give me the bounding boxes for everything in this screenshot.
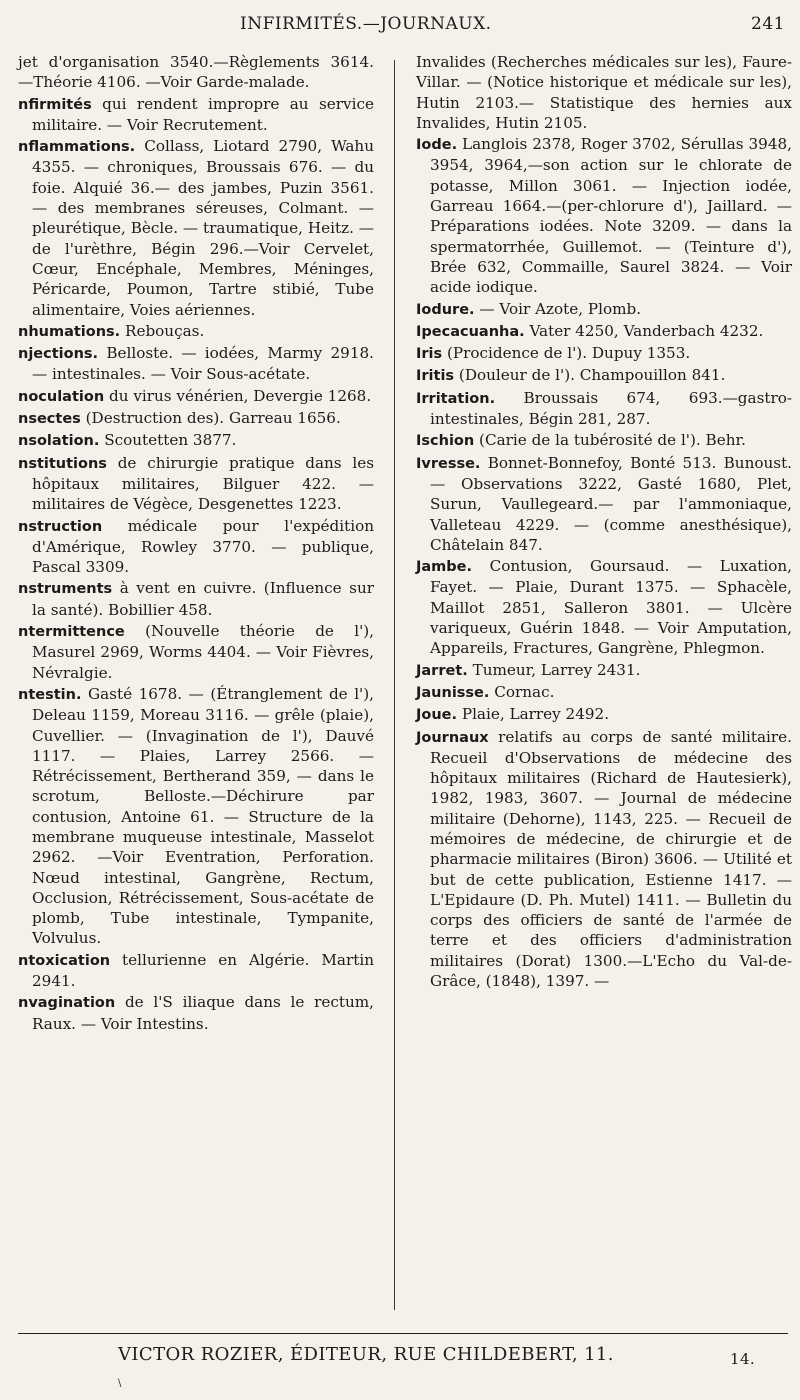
entry-term: Iritis xyxy=(416,368,455,385)
entry-term: nflammations. xyxy=(18,139,136,156)
footer xyxy=(18,1333,788,1389)
entry-text: Vater 4250, Vanderbach 4232. xyxy=(524,321,764,340)
entry-text: du virus vénérien, Devergie 1268. xyxy=(104,386,372,405)
entry-text: Contusion, Goursaud. — Luxation, Fayet. — Plaie, Durant 1375. — Sphacèle, Maillot 2851, Salleron 3801. — Ulcère variqueux, Guérin 1848. — Voir Amputation, Appareils, Fractures, Gangrène, Phlegmon. xyxy=(430,557,792,658)
right-column xyxy=(416,52,792,992)
page-number: 241 xyxy=(751,14,785,34)
index-entry xyxy=(18,992,374,1034)
index-entry xyxy=(18,430,374,451)
entry-term: Jarret. xyxy=(416,662,468,679)
entry-term: nsolation. xyxy=(18,433,100,450)
entry-term: Irritation. xyxy=(416,390,496,407)
index-entry xyxy=(416,682,792,703)
left-column xyxy=(18,52,374,1035)
column-divider xyxy=(394,60,395,1310)
entry-text: Scoutetten 3877. xyxy=(99,431,237,450)
entry-text: qui rendent impropre au service militaire. — Voir Recrutement. xyxy=(32,94,374,134)
entry-term: Jambe. xyxy=(416,559,473,576)
entry-text: Langlois 2378, Roger 3702, Sérullas 3948, 3954, 3964,—son action sur le chlorate de potasse, Millon 3061. — Injection iodée, Garreau 1664.—(per-chlorure d'), Jaillard. — Préparations iodées. Note 3209. — dans la spermatorrhée, Guillemot. — (Teinture d'), Brée 632, Commaille, Saurel 3824. — Voir acide iodique. xyxy=(430,135,792,297)
publisher-imprint: VICTOR ROZIER, ÉDITEUR, RUE CHILDEBERT, 11. xyxy=(118,1344,614,1365)
entry-text: (Destruction des). Garreau 1656. xyxy=(80,409,341,428)
index-entry xyxy=(416,430,792,451)
entry-text: Rebouças. xyxy=(120,321,205,340)
index-entry xyxy=(416,52,792,133)
entry-term: Journaux xyxy=(416,729,489,746)
index-entry xyxy=(18,453,374,515)
index-entry xyxy=(18,321,374,342)
index-entry xyxy=(18,684,374,949)
entry-text: Collass, Liotard 2790, Wahu 4355. — chroniques, Broussais 676. — du foie. Alquié 36.— des jambes, Puzin 3561. — des membranes séreuses, Colmant. — pleurétique, Bècle. — traumatique, Heitz. — de l'urèthre, Bégin 296.—Voir Cervelet, Cœur, Encéphale, Membres, Méninges, Péricarde, Poumon, Tartre stibié, Tube alimentaire, Voies aériennes. xyxy=(32,137,374,319)
entry-text: (Procidence de l'). Dupuy 1353. xyxy=(442,344,691,363)
entry-term: Ivresse. xyxy=(416,455,481,472)
entry-term: ntestin. xyxy=(18,686,82,703)
entry-term: Joue. xyxy=(416,707,458,724)
entry-term: Ipecacuanha. xyxy=(416,323,525,340)
entry-term: Ischion xyxy=(416,433,475,450)
entry-text: de chirurgie pratique dans les hôpitaux militaires, Bilguer 422. — militaires de Végèce, Desgenettes 1223. xyxy=(32,453,374,514)
entry-text: médicale pour l'expédition d'Amérique, Rowley 3770. — publique, Pascal 3309. xyxy=(32,516,374,577)
index-entry xyxy=(18,94,374,136)
entry-text: Belloste. — iodées, Marmy 2918. — intestinales. — Voir Sous-acétate. xyxy=(32,344,374,384)
entry-text: de l'S iliaque dans le rectum, Raux. — Voir Intestins. xyxy=(32,993,374,1033)
entry-term: noculation xyxy=(18,388,105,405)
index-entry xyxy=(18,621,374,683)
entry-term: nvagination xyxy=(18,995,116,1012)
entry-text: Broussais 674, 693.—gastro-intestinales, Bégin 281, 287. xyxy=(430,388,792,429)
entry-text: (Nouvelle théorie de l'), Masurel 2969, Worms 4404. — Voir Fièvres, Névralgie. xyxy=(32,622,374,682)
entry-term: Iodure. xyxy=(416,301,475,318)
entry-text: — Voir Azote, Plomb. xyxy=(474,299,642,318)
entry-term: nsectes xyxy=(18,411,81,428)
entry-text: à vent en cuivre. (Influence sur la santé). Bobillier 458. xyxy=(32,579,374,619)
entry-term: nhumations. xyxy=(18,323,121,340)
entry-text: (Douleur de l'). Champouillon 841. xyxy=(454,366,726,385)
index-entry xyxy=(18,52,374,93)
entry-text: (Carie de la tubérosité de l'). Behr. xyxy=(474,431,746,450)
index-entry xyxy=(18,578,374,620)
index-entry xyxy=(416,556,792,658)
entry-text: Bonnet-Bonnefoy, Bonté 513. Bunoust. — Observations 3222, Gasté 1680, Plet, Surun, Vaullegeard.— par l'ammoniaque, Valleteau 4229. — (comme anesthésique), Châtelain 847. xyxy=(430,453,792,554)
entry-text: relatifs au corps de santé militaire. Recueil d'Observations de médecine des hôpitaux militaires (Richard de Hautesierk), 1982, 1983, 3607. — Journal de médecine militaire (Dehorne), 1143, 225. — Recueil de mémoires de médecine, de chirurgie et de pharmacie militaires (Biron) 3606. — Utilité et but de cette publication, Estienne 1417. — L'Epidaure (D. Ph. Mutel) 1411. — Bulletin du corps des officiers de santé de l'armée de terre et des officiers d'administration militaires (Dorat) 1300.—L'Echo du Val-de-Grâce, (1848), 1397. — xyxy=(430,727,792,991)
entry-term: nstruction xyxy=(18,518,103,535)
entry-text: Gasté 1678. — (Étranglement de l'), Deleau 1159, Moreau 3116. — grêle (plaie), Cuvellier. — (Invagination de l'), Dauvé 1117. — Plaies, Larrey 2566. — Rétrécissement, Bertherand 359, — dans le scrotum, Belloste.—Déchirure par contusion, Antoine 61. — Structure de la membrane muqueuse intestinale, Masselot 2962. —Voir Eventration, Perforation. Nœud intestinal, Gangrène, Rectum, Occlusion, Rétrécissement, Sous-acétate de plomb, Tube intestinale, Tympanite, Volvulus. xyxy=(32,684,374,948)
entry-text: Cornac. xyxy=(489,682,555,701)
entry-term: ntoxication xyxy=(18,952,111,969)
entry-term: ntermittence xyxy=(18,624,125,641)
index-entry xyxy=(18,386,374,407)
index-entry xyxy=(416,134,792,297)
index-entry xyxy=(18,343,374,385)
entry-term: nstitutions xyxy=(18,455,107,472)
index-entry xyxy=(416,388,792,430)
index-entry xyxy=(416,453,792,555)
print-mark: \ xyxy=(118,1378,122,1389)
entry-term: Jaunisse. xyxy=(416,684,490,701)
index-entry xyxy=(18,136,374,320)
index-entry xyxy=(416,343,792,364)
index-entry xyxy=(416,660,792,681)
entry-text: Invalides (Recherches médicales sur les), Faure-Villar. — (Notice historique et médicale sur les), Hutin 2103.— Statistique des hernies aux Invalides, Hutin 2105. xyxy=(416,53,792,132)
entry-text: Plaie, Larrey 2492. xyxy=(457,705,610,724)
index-entry xyxy=(416,299,792,320)
entry-term: njections. xyxy=(18,346,99,363)
entry-term: Iris xyxy=(416,346,443,363)
entry-text: jet d'organisation 3540.—Règlements 3614. —Théorie 4106. —Voir Garde-malade. xyxy=(18,53,374,92)
sheet-signature: 14. xyxy=(730,1350,756,1368)
entry-text: tellurienne en Algérie. Martin 2941. xyxy=(32,950,374,991)
index-entry xyxy=(18,408,374,429)
index-entry xyxy=(416,704,792,725)
running-header xyxy=(240,14,785,34)
index-entry xyxy=(416,321,792,342)
index-entry xyxy=(416,727,792,992)
page-title: INFIRMITÉS.—JOURNAUX. xyxy=(240,14,492,34)
entry-term: Iode. xyxy=(416,137,458,154)
entry-text: Tumeur, Larrey 2431. xyxy=(467,660,641,679)
entry-term: nfirmités xyxy=(18,96,92,113)
index-entry xyxy=(18,516,374,578)
entry-term: nstruments xyxy=(18,581,113,598)
index-entry xyxy=(18,950,374,992)
index-entry xyxy=(416,365,792,386)
